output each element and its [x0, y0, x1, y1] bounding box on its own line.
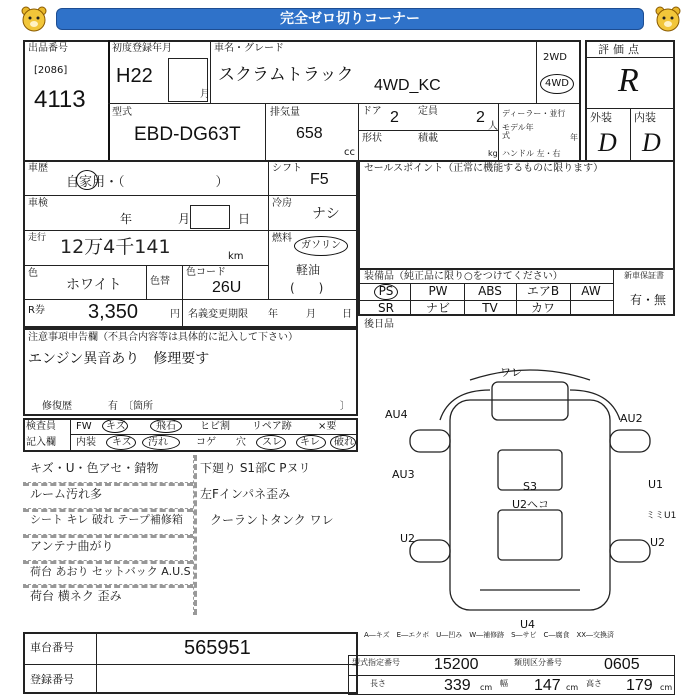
remark-right-2: クーラントタンク ワレ: [210, 513, 334, 527]
divider: [23, 560, 193, 564]
model-value: EBD-DG63T: [134, 124, 241, 145]
model-label: 型式: [112, 107, 132, 118]
divider: [108, 40, 110, 162]
divider: [193, 455, 197, 615]
equip-aw: AW: [581, 284, 601, 298]
diag-label-u2-right: U2: [650, 536, 666, 549]
first-reg-label: 初度登録年月: [112, 43, 172, 54]
equip-tv: TV: [482, 301, 498, 315]
bear-mascot-icon: [654, 5, 682, 33]
history-value: 自家用・（ ）: [66, 175, 229, 190]
color-label: 色: [28, 268, 38, 279]
color-code-label: 色コード: [186, 267, 226, 278]
divider: [570, 283, 571, 316]
recycle-unit: 円: [170, 309, 180, 320]
post-equip-label: 後日品: [364, 319, 394, 330]
divider: [146, 265, 147, 299]
notes-label: 注意事項申告欄（不具合内容等は具体的に記入して下さい）: [28, 332, 298, 343]
height-label: 高さ: [586, 679, 602, 688]
inspection-label: 車検: [28, 198, 48, 209]
check-scratch: キズ: [106, 421, 126, 432]
fuel-label: 燃料: [272, 233, 292, 244]
capacity-value: 2: [476, 109, 485, 126]
remark-left-2: シート キレ 破れ テープ補修箱: [30, 513, 183, 526]
circle-mark: [102, 419, 128, 433]
diag-label-mimi: ミミU1: [646, 511, 677, 521]
divider: [23, 299, 358, 300]
capacity-label: 定員: [418, 106, 438, 117]
divider: [23, 534, 193, 538]
check-repair: リペア跡: [252, 421, 292, 432]
divider: [96, 632, 97, 694]
height-value: 179: [626, 677, 653, 694]
equip-sr: SR: [378, 301, 394, 315]
repair-label: 修復歴: [42, 401, 72, 412]
shift-label: シフト: [272, 163, 302, 174]
registration-label: 登録番号: [30, 673, 74, 686]
int-score: D: [642, 128, 661, 157]
diag-label-au2: AU2: [620, 412, 643, 425]
divider: [268, 230, 358, 231]
divider: [410, 283, 411, 316]
length-unit: cm: [480, 683, 493, 692]
length-label: 長さ: [370, 679, 386, 688]
length-value: 339: [444, 677, 471, 694]
sales-point-frame: [358, 160, 675, 270]
divider: [108, 103, 581, 104]
ext-score: D: [598, 128, 617, 157]
color-code: 26U: [212, 279, 242, 296]
divider: [23, 482, 193, 486]
score-value: R: [618, 62, 639, 99]
check-chip: 飛石: [156, 421, 176, 432]
divider: [516, 283, 517, 316]
mileage-value: 12万4千141: [60, 236, 171, 258]
ext-label: 外装: [590, 111, 612, 124]
mileage-label: 走行: [28, 233, 47, 243]
lot-label: 出品番号: [28, 43, 68, 54]
circle-mark: [142, 435, 180, 450]
first-reg-year: H22: [116, 65, 153, 87]
width-value: 147: [534, 677, 561, 694]
drive-4wd-circled: 4WD: [540, 74, 574, 94]
fuel-alt: 軽油: [296, 263, 321, 277]
door-value: 2: [390, 109, 399, 126]
day-box: [190, 205, 230, 229]
cc-unit: cc: [344, 147, 355, 158]
equipment-label: 装備品（純正品に限り○をつけてください）: [364, 271, 563, 282]
year-unit: 年: [570, 133, 578, 142]
divider: [210, 40, 211, 104]
color-change-label: 色替: [150, 276, 170, 287]
circle-mark: [150, 419, 182, 433]
repair-value: 有 〔箇所: [108, 401, 153, 412]
diag-label-u2-left: U2: [400, 532, 416, 545]
check-interior: 内装: [76, 437, 96, 448]
model-no-value: 15200: [434, 656, 479, 673]
model-year-label: モデル年式: [502, 123, 534, 140]
notes-text: エンジン異音あり 修理要す: [28, 351, 210, 367]
history-label: 車歴: [28, 163, 48, 174]
lot-number: 4113: [34, 86, 86, 113]
divider: [498, 103, 499, 162]
check-rub: スレ: [262, 437, 282, 448]
vehicle-name: スクラムトラック: [218, 65, 354, 85]
equip-ps: PS: [378, 284, 394, 298]
divider: [358, 103, 359, 162]
header: [0, 0, 700, 40]
diag-label-u4: U4: [520, 618, 536, 630]
remark-left-4: 荷台 あおり セットバック A.U.S: [30, 565, 191, 578]
page-title: 完全ゼロ切りコーナー: [56, 8, 644, 30]
circle-mark: [106, 435, 136, 450]
color-value: ホワイト: [66, 277, 122, 293]
divider: [536, 40, 537, 104]
check-label-1: 検査員: [26, 421, 56, 432]
shape-label: 形状: [362, 133, 382, 144]
warranty-value: 有・無: [630, 293, 667, 307]
handle-label: ハンドル 左・右: [502, 149, 561, 158]
circle-mark: [76, 170, 98, 190]
circle-mark: [330, 435, 356, 450]
shift-value: F5: [310, 171, 329, 188]
divider: [613, 268, 614, 316]
recycle-label: R券: [28, 305, 45, 316]
circle-mark: [296, 435, 326, 450]
check-dirt: 汚れ: [148, 437, 168, 448]
cc-value: 658: [296, 125, 323, 142]
height-unit: cm: [660, 683, 673, 692]
equip-abs: ABS: [478, 284, 502, 298]
check-burn: コゲ: [196, 437, 216, 448]
divider: [268, 195, 358, 196]
name-label: 車名・グレード: [214, 43, 284, 54]
lot-sub: [2086]: [34, 65, 68, 76]
door-label: ドア: [362, 106, 382, 117]
check-needs: ×要: [318, 421, 337, 432]
month-label: 月: [200, 89, 210, 100]
divider: [464, 283, 465, 316]
fuel-other: ( ): [290, 281, 324, 295]
load-unit: kg: [488, 149, 498, 158]
width-unit: cm: [566, 683, 579, 692]
equip-pw: PW: [428, 284, 448, 298]
check-fw: FW: [76, 421, 92, 432]
vehicle-grade: 4WD_KC: [374, 77, 441, 94]
divider: [23, 584, 193, 588]
owner-label: 名義変更期限: [188, 309, 248, 320]
diag-label-crack: ワレ: [500, 366, 522, 379]
diag-label-au4: AU4: [385, 408, 408, 421]
check-label-2: 記入欄: [26, 437, 56, 448]
car-damage-diagram: [380, 360, 680, 630]
chassis-value: 565951: [184, 637, 251, 659]
divider: [630, 108, 631, 162]
inspection-day: 日: [238, 212, 251, 226]
chassis-label: 車台番号: [30, 641, 74, 654]
owner-day: 日: [342, 309, 352, 320]
capacity-unit: 人: [488, 121, 498, 132]
equip-navi: ナビ: [425, 301, 450, 315]
category-label: 類別区分番号: [514, 658, 562, 667]
divider: [70, 418, 71, 452]
owner-month: 月: [306, 309, 316, 320]
ac-value: ナシ: [312, 206, 340, 222]
circle-mark: [374, 284, 398, 300]
remark-left-1: ルーム汚れ多: [30, 487, 103, 501]
inspection-month: 月: [178, 212, 191, 226]
recycle-value: 3,350: [88, 301, 139, 323]
load-label: 積載: [418, 133, 438, 144]
remark-left-3: アンテナ曲がり: [30, 539, 114, 553]
remark-left-5: 荷台 横ネク 歪み: [30, 589, 122, 603]
divider: [358, 130, 498, 131]
divider: [23, 664, 358, 665]
divider: [182, 299, 183, 328]
remark-right-0: 下廻り S1部C Pヌリ: [200, 461, 311, 475]
check-tear: 破れ: [334, 437, 354, 448]
sales-point-label: セールスポイント（正常に機能するものに限ります）: [364, 163, 604, 174]
bear-mascot-icon: [20, 5, 48, 33]
circle-mark: [256, 435, 286, 450]
score-label: 評価点: [598, 43, 643, 56]
inspection-year: 年: [120, 212, 133, 226]
check-int-scratch: キズ: [112, 437, 132, 448]
divider: [23, 508, 193, 512]
width-label: 幅: [500, 679, 508, 688]
remark-left-0: キズ・U・色アセ・錆物: [30, 461, 159, 475]
diag-label-u2-dent: U2ヘコ: [512, 498, 550, 511]
divider: [585, 57, 675, 58]
remark-right-1: 左Fインパネ歪み: [200, 487, 291, 501]
divider: [265, 103, 266, 162]
cc-label: 排気量: [270, 107, 300, 118]
int-label: 内装: [634, 111, 656, 124]
divider: [23, 195, 268, 196]
divider: [182, 265, 183, 299]
dealer-label: ディーラー・並行: [502, 109, 566, 118]
diag-label-u1: U1: [648, 478, 664, 491]
legend-text: A―キズ E―エクボ U―凹み W―補修跡 S―サビ C―腐食 XX―交換済: [364, 631, 615, 639]
mileage-unit: km: [228, 251, 244, 262]
model-no-label: 型式指定番号: [352, 658, 400, 667]
check-cut: キレ: [300, 437, 320, 448]
ac-label: 冷房: [272, 198, 292, 209]
diag-label-au3: AU3: [392, 468, 415, 481]
category-value: 0605: [604, 656, 640, 673]
owner-year: 年: [268, 309, 278, 320]
equip-airbag: エアB: [526, 284, 560, 298]
equip-leather: カワ: [530, 301, 555, 315]
warranty-label: 新車保証書: [624, 271, 664, 280]
repair-bracket: 〕: [340, 401, 350, 412]
divider: [348, 675, 675, 676]
check-hole: 穴: [236, 437, 246, 448]
divider: [23, 230, 268, 231]
drive-2wd: 2WD: [543, 52, 567, 63]
fuel-value-circled: ガソリン: [294, 236, 348, 256]
diag-label-s3: S3: [523, 480, 537, 493]
check-crack: ヒビ割: [200, 421, 230, 432]
